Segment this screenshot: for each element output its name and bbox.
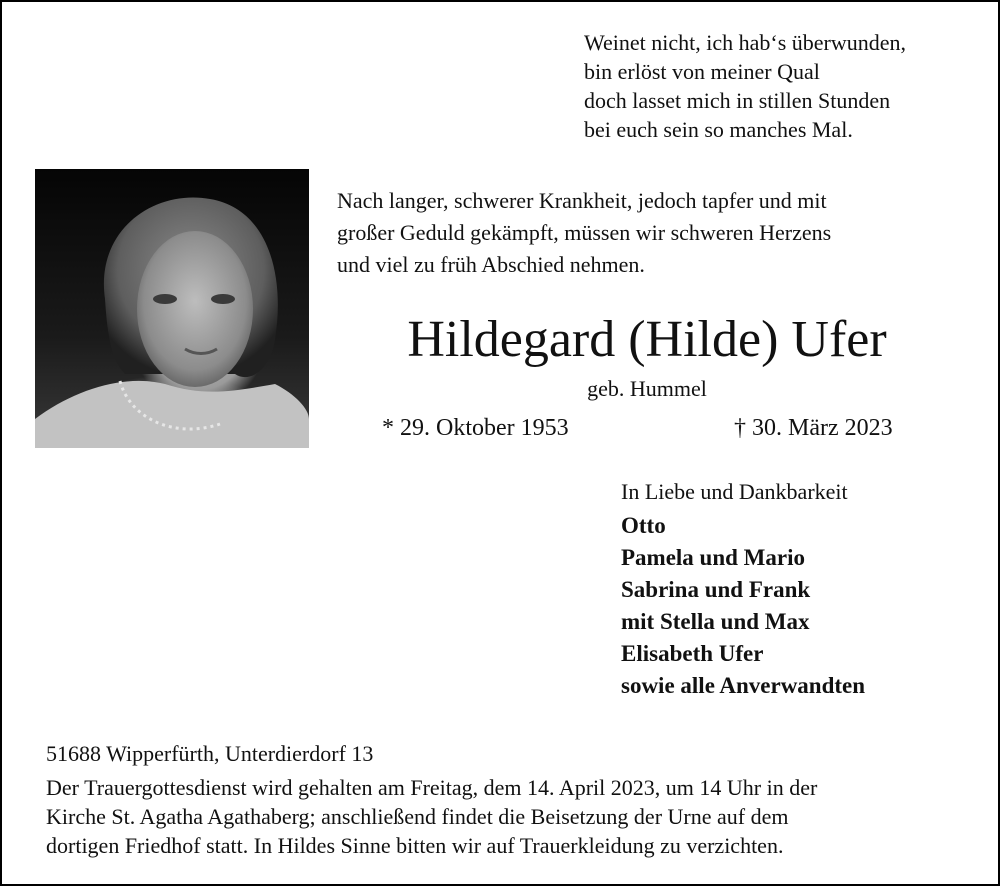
service-line: Der Trauergottesdienst wird gehalten am Freitag, dem 14. April 2023, um 14 Uhr in der (46, 775, 818, 800)
deceased-name: Hildegard (Hilde) Ufer (407, 311, 887, 368)
service-details (46, 773, 817, 860)
mourners-heading: In Liebe und Dankbarkeit (621, 479, 848, 504)
intro-line: großer Geduld gekämpft, müssen wir schweren Herzens (337, 220, 832, 245)
service-line: Kirche St. Agatha Agathaberg; anschließend findet die Beisetzung der Urne auf dem (46, 804, 789, 829)
poem-line: Weinet nicht, ich hab‘s überwunden, (584, 30, 907, 55)
poem-line: bei euch sein so manches Mal. (584, 117, 853, 142)
service-line: dortigen Friedhof statt. In Hildes Sinne bitten wir auf Trauerkleidung zu verzichten. (46, 833, 784, 858)
mourner-name: mit Stella und Max (621, 609, 810, 634)
mourner-name: sowie alle Anverwandten (621, 673, 866, 698)
mourner-name: Elisabeth Ufer (621, 641, 764, 666)
portrait-photo-placeholder (35, 169, 309, 448)
mourner-name: Sabrina und Frank (621, 577, 811, 602)
birth-date: * 29. Oktober 1953 (382, 415, 569, 441)
portrait-photo (35, 169, 309, 448)
mourner-name: Otto (621, 513, 666, 538)
poem-line: doch lasset mich in stillen Stunden (584, 88, 891, 113)
mourners-list (621, 510, 865, 702)
memorial-poem (584, 28, 906, 144)
mourner-name: Pamela und Mario (621, 545, 805, 570)
maiden-name: geb. Hummel (587, 376, 707, 401)
family-address: 51688 Wipperfürth, Unterdierdorf 13 (46, 741, 374, 766)
poem-line: bin erlöst von meiner Qual (584, 59, 820, 84)
intro-text (337, 185, 831, 281)
intro-line: Nach langer, schwerer Krankheit, jedoch tapfer und mit (337, 188, 827, 213)
death-date: † 30. März 2023 (734, 415, 893, 441)
intro-line: und viel zu früh Abschied nehmen. (337, 252, 645, 277)
